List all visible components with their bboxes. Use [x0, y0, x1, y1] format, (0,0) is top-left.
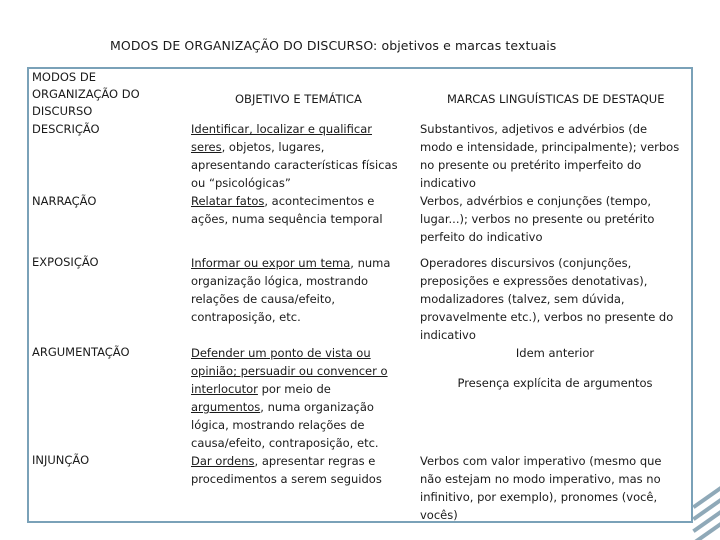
corner-decoration [680, 460, 720, 540]
text-segment: , apresentar regras e [254, 454, 376, 468]
objective-line [191, 120, 398, 138]
objective-line [191, 416, 388, 434]
underlined-text: argumentos [191, 400, 261, 414]
objective-line [191, 272, 390, 290]
text-segment: lógica, mostrando relações de [191, 418, 365, 432]
objective-line [191, 362, 388, 380]
marks-cell [420, 192, 654, 246]
marks-line: vocês) [420, 508, 458, 522]
marks-line: Operadores discursivos (conjunções, [420, 256, 632, 270]
text-segment: , objetos, lugares, [221, 140, 325, 154]
objective-line [191, 380, 388, 398]
marks-line: modalizadores (talvez, sem dúvida, [420, 292, 625, 306]
marks-cell: Presença explícita de argumentos [457, 376, 653, 390]
header-objective: OBJETIVO E TEMÁTICA [235, 92, 362, 106]
marks-line: perfeito do indicativo [420, 230, 543, 244]
marks-line: indicativo [420, 328, 476, 342]
underlined-text: interlocutor [191, 382, 258, 396]
text-segment: causa/efeito, contraposição, etc. [191, 436, 379, 450]
marks-cell [420, 452, 662, 524]
page-title: MODOS DE ORGANIZAÇÃO DO DISCURSO: objetivos e marcas textuais [110, 38, 557, 53]
marks-cell: Idem anterior [515, 346, 595, 360]
mode-label: DESCRIÇÃO [32, 122, 100, 136]
text-segment: , acontecimentos e [264, 194, 375, 208]
underlined-text: opinião; persuadir ou convencer o [191, 364, 388, 378]
objective-line [191, 254, 390, 272]
text-segment: , numa organização [260, 400, 374, 414]
text-segment: organização lógica, mostrando [191, 274, 369, 288]
mode-label: NARRAÇÃO [32, 194, 97, 208]
text-segment: , numa [350, 256, 391, 270]
underlined-text: Relatar fatos [191, 194, 265, 208]
underlined-text: Informar ou expor um tema [191, 256, 351, 270]
objective-line [191, 434, 388, 452]
objective-cell [191, 452, 382, 488]
objective-line [191, 398, 388, 416]
marks-line: provavelmente etc.), verbos no presente do [420, 310, 674, 324]
objective-line [191, 344, 388, 362]
marks-cell [420, 254, 673, 344]
header-marks: MARCAS LINGUÍSTICAS DE DESTAQUE [447, 92, 665, 106]
header-mode-line: MODOS DE [32, 70, 96, 84]
mode-label: EXPOSIÇÃO [32, 255, 99, 269]
objective-cell [191, 344, 388, 452]
underlined-text: Identificar, localizar e qualificar [191, 122, 372, 136]
text-segment: apresentando características físicas [191, 158, 398, 172]
marks-cell [420, 120, 679, 192]
objective-cell [191, 192, 383, 228]
text-segment: ou “psicológicas” [191, 176, 291, 190]
mode-label: ARGUMENTAÇÃO [32, 345, 130, 359]
mode-label: INJUNÇÃO [32, 453, 90, 467]
objective-cell [191, 254, 390, 326]
text-segment: procedimentos a serem seguidos [191, 472, 382, 486]
marks-line: no presente ou pretérito imperfeito do [420, 158, 642, 172]
objective-line [191, 290, 390, 308]
marks-line: indicativo [420, 176, 476, 190]
objective-line [191, 138, 398, 156]
objective-line [191, 452, 382, 470]
objective-line [191, 210, 383, 228]
marks-line: preposições e expressões denotativas), [420, 274, 648, 288]
marks-line: Substantivos, adjetivos e advérbios (de [420, 122, 648, 136]
text-segment: contraposição, etc. [191, 310, 301, 324]
text-segment: por meio de [257, 382, 331, 396]
text-segment: ações, numa sequência temporal [191, 212, 383, 226]
objective-cell [191, 120, 398, 192]
marks-line: lugar...); verbos no presente ou pretérito [420, 212, 655, 226]
objective-line [191, 156, 398, 174]
underlined-text: seres [191, 140, 222, 154]
underlined-text: Dar ordens [191, 454, 255, 468]
marks-line: Verbos com valor imperativo (mesmo que [420, 454, 662, 468]
header-mode-line: ORGANIZAÇÃO DO [32, 87, 140, 101]
objective-line [191, 192, 383, 210]
marks-line: não estejam no modo imperativo, mas no [420, 472, 661, 486]
marks-line: infinitivo, por exemplo), pronomes (você, [420, 490, 658, 504]
marks-line: modo e intensidade, principalmente); verbos [420, 140, 680, 154]
text-segment: relações de causa/efeito, [191, 292, 336, 306]
header-mode-line: DISCURSO [32, 104, 93, 118]
underlined-text: Defender um ponto de vista ou [191, 346, 371, 360]
marks-line: Verbos, advérbios e conjunções (tempo, [420, 194, 652, 208]
objective-line [191, 174, 398, 192]
objective-line [191, 470, 382, 488]
objective-line [191, 308, 390, 326]
